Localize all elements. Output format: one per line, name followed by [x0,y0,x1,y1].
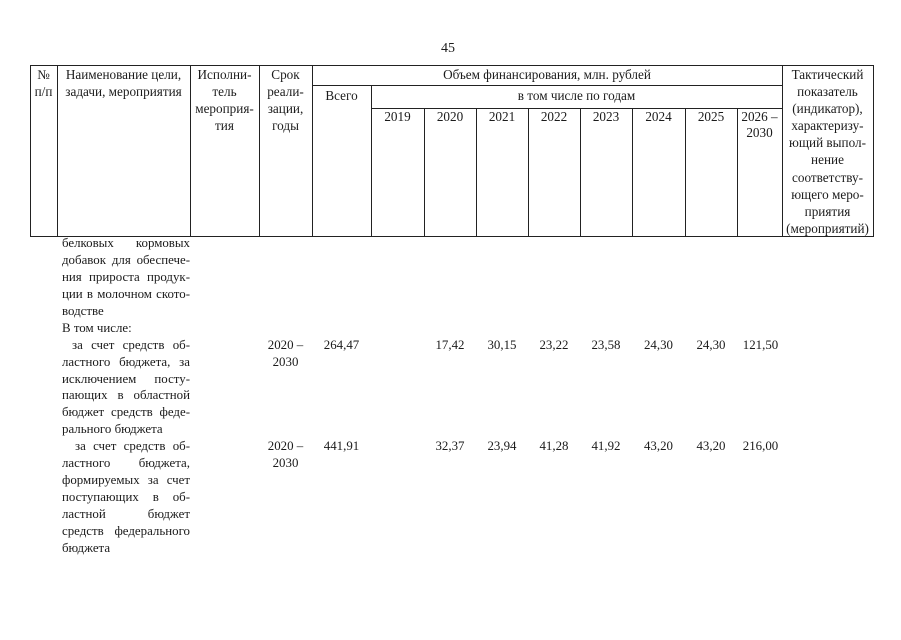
row-2-year-2023: 41,92 [591,439,621,453]
column-rule [424,108,425,236]
row-2-description-line: формируемых за счет [62,473,190,488]
header-number: № п/п [34,67,53,99]
row-1-description-line: рального бюджета [62,422,163,437]
row-2-year-2025: 43,20 [696,439,726,453]
page-number: 45 [441,41,455,56]
column-rule [580,108,581,236]
row-2-year-2024: 43,20 [643,439,673,453]
row-2-description-line: ластного бюджета, [62,456,190,471]
header-term: Срок реали- зации, годы [267,67,304,133]
subheading: В том числе: [62,320,132,335]
column-rule [685,108,686,236]
header-total: Всего [325,88,358,103]
header-name: Наименование цели, задачи, мероприятия [65,67,182,99]
header-year-2020: 2020 [436,109,464,124]
row-1-year-2021: 30,15 [487,338,517,352]
row-1-total: 264,47 [323,338,360,352]
row-1-term: 2020 – 2030 [267,338,304,369]
row-2-description-line: средств федерального [62,523,190,538]
row-1-description-line: ластного бюджета, за [62,354,190,369]
description-line: белковых кормовых [62,236,190,250]
row-1-description-line: бюджет средств феде- [62,405,190,420]
row-rule [312,85,782,86]
row-1-description-line: за счет средств об- [72,337,190,352]
row-1-year-2024: 24,30 [643,338,673,352]
header-funding: Объем финансирования, млн. рублей [443,67,651,82]
row-2-term: 2020 – 2030 [267,439,304,470]
row-1-year-2026-2030: 121,50 [742,338,779,352]
row-2-year-2021: 23,94 [487,439,517,453]
row-2-description-line: за счет средств об- [75,439,190,454]
header-year-2021: 2021 [488,109,516,124]
description-line: водстве [62,303,104,318]
activity-description [62,235,190,557]
description-line: ции в молочном ското- [62,286,190,301]
row-2-year-2022: 41,28 [539,439,569,453]
column-rule [632,108,633,236]
header-year-2022: 2022 [540,109,568,124]
header-year-2025: 2025 [697,109,725,124]
header-executor: Исполни- тель мероприя- тия [195,67,254,133]
header-year-2019: 2019 [384,109,411,124]
header-by-years: в том числе по годам [517,88,636,103]
column-rule [476,108,477,236]
row-1-description-line: исключением посту- [62,371,190,386]
row-2-description-line: бюджета [62,540,111,555]
header-year-2023: 2023 [592,109,620,124]
description-line: добавок для обеспече- [62,252,190,267]
header-year-2026-2030: 2026 – 2030 [741,109,778,140]
row-1-year-2020: 17,42 [435,338,465,352]
header-year-2024: 2024 [645,109,672,124]
row-1-year-2022: 23,22 [539,338,569,352]
row-1-year-2023: 23,58 [591,338,621,352]
row-2-description-line: ластной бюджет [62,507,190,521]
column-rule [528,108,529,236]
row-2-description-line: поступающих в об- [62,490,190,505]
description-line: ния прироста продук- [62,269,190,284]
row-1-description-line: пающих в областной [62,388,190,403]
row-1-year-2025: 24,30 [696,338,726,352]
header-indicator: Тактический показатель (индикатор), характеризу- ющий выпол- нение соответству- ющего меро- приятия (мероприятий) [786,67,869,236]
row-2-total: 441,91 [323,439,360,453]
row-2-year-2026-2030: 216,00 [742,439,779,453]
row-2-year-2020: 32,37 [435,439,465,453]
